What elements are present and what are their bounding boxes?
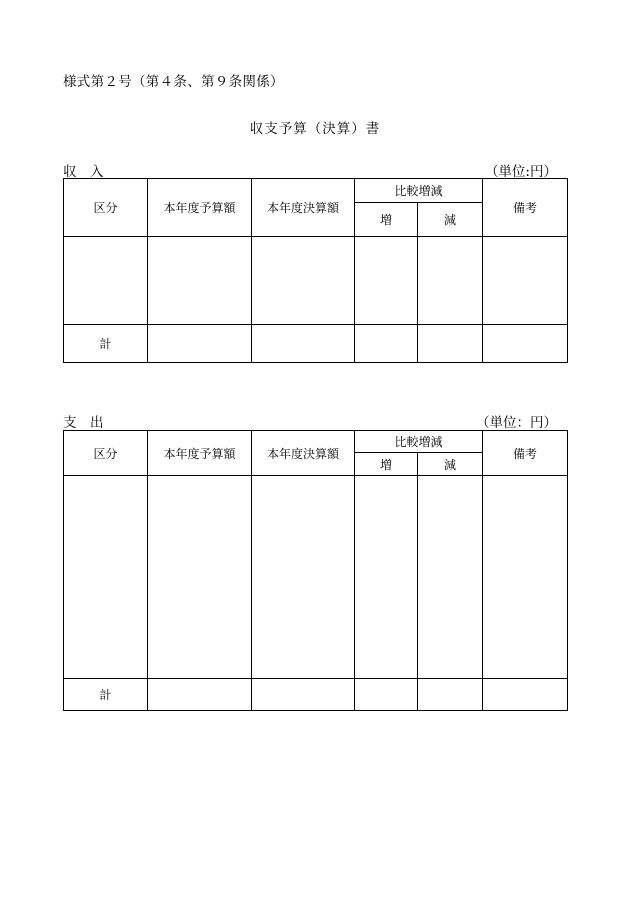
income-cell (252, 237, 355, 325)
income-total-cell (355, 325, 418, 363)
expenditure-cell (252, 476, 355, 679)
expenditure-body-row (64, 476, 568, 679)
income-section-title: 収 入 (63, 164, 104, 180)
expenditure-total-cell (355, 679, 418, 711)
income-cell (483, 237, 568, 325)
income-header-decrease: 減 (418, 203, 483, 237)
expenditure-header-settlement: 本年度決算額 (252, 431, 355, 476)
income-cell (148, 237, 252, 325)
expenditure-unit-label: （単位：円） (476, 415, 557, 431)
expenditure-cell (418, 476, 483, 679)
expenditure-header-remarks: 備考 (483, 431, 568, 476)
expenditure-total-cell (148, 679, 252, 711)
income-header-settlement: 本年度決算額 (252, 179, 355, 237)
income-total-row (64, 325, 568, 363)
expenditure-header-comparison: 比較増減 (355, 431, 483, 453)
expenditure-table (63, 430, 568, 711)
expenditure-total-label: 計 (64, 679, 148, 711)
form-number-label: 様式第２号（第４条、第９条関係） (63, 74, 284, 90)
expenditure-cell (64, 476, 148, 679)
income-total-cell (148, 325, 252, 363)
expenditure-cell (483, 476, 568, 679)
income-cell (64, 237, 148, 325)
expenditure-total-cell (418, 679, 483, 711)
income-cell (418, 237, 483, 325)
expenditure-total-row (64, 679, 568, 711)
expenditure-header-increase: 増 (355, 453, 418, 476)
income-table (63, 178, 568, 363)
expenditure-cell (355, 476, 418, 679)
expenditure-cell (148, 476, 252, 679)
income-header-remarks: 備考 (483, 179, 568, 237)
income-total-cell (483, 325, 568, 363)
expenditure-header-decrease: 減 (418, 453, 483, 476)
income-total-cell (252, 325, 355, 363)
expenditure-header-budget: 本年度予算額 (148, 431, 252, 476)
document-title: 収支予算（決算）書 (249, 121, 381, 137)
expenditure-total-cell (252, 679, 355, 711)
expenditure-header-category: 区分 (64, 431, 148, 476)
expenditure-section-title: 支 出 (63, 415, 104, 431)
income-header-budget: 本年度予算額 (148, 179, 252, 237)
income-cell (355, 237, 418, 325)
income-header-category: 区分 (64, 179, 148, 237)
income-header-comparison: 比較増減 (355, 179, 483, 203)
income-header-increase: 増 (355, 203, 418, 237)
income-total-label: 計 (64, 325, 148, 363)
income-body-row (64, 237, 568, 325)
expenditure-total-cell (483, 679, 568, 711)
income-unit-label: （単位:円） (484, 164, 557, 180)
income-total-cell (418, 325, 483, 363)
